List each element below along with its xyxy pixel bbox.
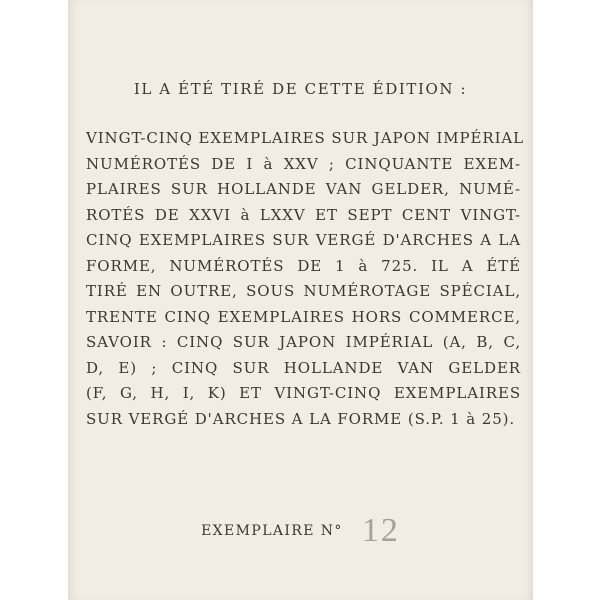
paragraph-line: ROTÉS DE XXVI à LXXV ET SEPT CENT VINGT- bbox=[86, 205, 521, 224]
justification-paragraph bbox=[86, 126, 524, 432]
paragraph-line: TIRÉ EN OUTRE, SOUS NUMÉROTAGE SPÉCIAL, bbox=[86, 282, 521, 300]
paragraph-line: CINQ EXEMPLAIRES SUR VERGÉ D'ARCHES A LA bbox=[86, 231, 521, 249]
paragraph-line: SAVOIR : CINQ SUR JAPON IMPÉRIAL (A, B, C, bbox=[86, 333, 521, 351]
paragraph-line: NUMÉROTÉS DE I à XXV ; CINQUANTE EXEM- bbox=[86, 154, 521, 173]
page-heading: IL A ÉTÉ TIRÉ DE CETTE ÉDITION : bbox=[133, 80, 468, 98]
paragraph-line: D, E) ; CINQ SUR HOLLANDE VAN GELDER bbox=[86, 358, 521, 377]
paragraph-line: PLAIRES SUR HOLLANDE VAN GELDER, NUMÉ- bbox=[86, 180, 521, 198]
paragraph-line: FORME, NUMÉROTÉS DE 1 à 725. IL A ÉTÉ bbox=[86, 256, 521, 275]
paragraph-line: SUR VERGÉ D'ARCHES A LA FORME (S.P. 1 à 25). bbox=[86, 409, 516, 428]
copy-number-stamp: 12 bbox=[361, 512, 400, 549]
copy-number-label: EXEMPLAIRE N° bbox=[201, 523, 343, 539]
paragraph-line: TRENTE CINQ EXEMPLAIRES HORS COMMERCE, bbox=[86, 307, 521, 326]
copy-number-line bbox=[68, 512, 533, 550]
paragraph-line: (F, G, H, I, K) ET VINGT-CINQ EXEMPLAIRES bbox=[86, 384, 521, 402]
book-page bbox=[68, 0, 533, 600]
paragraph-line: VINGT-CINQ EXEMPLAIRES SUR JAPON IMPÉRIAL bbox=[86, 129, 524, 147]
